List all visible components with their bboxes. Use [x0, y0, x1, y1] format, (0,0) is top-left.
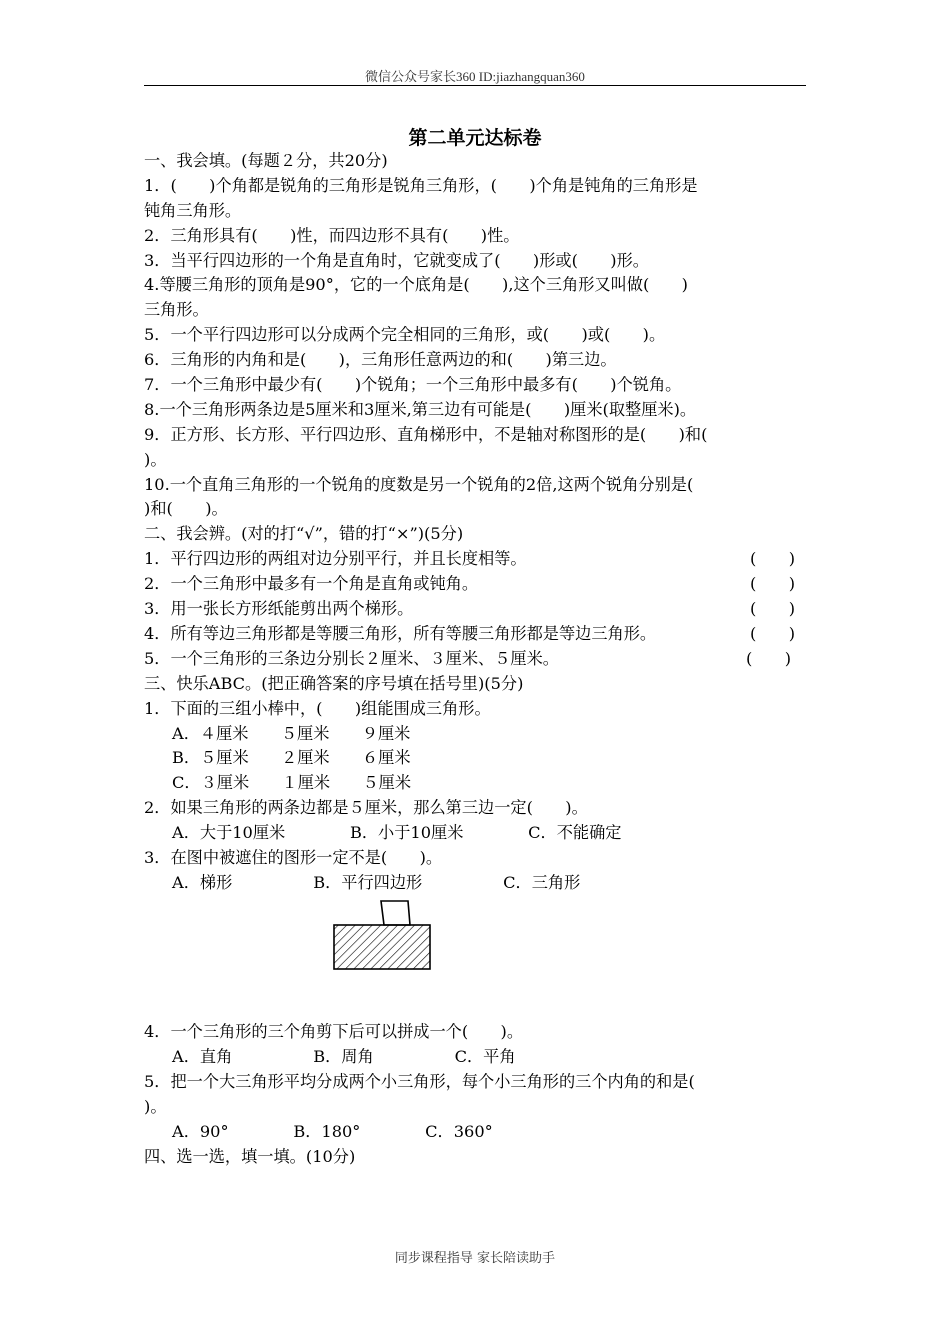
- s3-q3-options: A．梯形 B．平行四边形 C．三角形: [172, 873, 581, 892]
- s2-item-text: 1．平行四边形的两组对边分别平行，并且长度相等。: [144, 549, 527, 568]
- header-rule: [144, 85, 806, 86]
- s3-q1-option-a: A．４厘米 ５厘米 ９厘米: [172, 724, 411, 743]
- section3-heading: 三、快乐ABC。(把正确答案的序号填在括号里)(5分): [144, 674, 524, 693]
- s3-q4: 4．一个三角形的三个角剪下后可以拼成一个( )。: [144, 1022, 524, 1041]
- s1-line: )和( )。: [144, 499, 228, 518]
- s1-line: 2．三角形具有( )性，而四边形不具有( )性。: [144, 226, 520, 245]
- s2-item-text: 3．用一张长方形纸能剪出两个梯形。: [144, 599, 414, 618]
- s1-line: 10.一个直角三角形的一个锐角的度数是另一个锐角的2倍,这两个锐角分别是(: [144, 475, 694, 494]
- section2-heading: 二、我会辨。(对的打“√”，错的打“×”)(5分): [144, 524, 464, 543]
- s1-line: 7．一个三角形中最少有( )个锐角；一个三角形中最多有( )个锐角。: [144, 375, 682, 394]
- s2-item-paren: ( ): [750, 599, 796, 618]
- section4-heading: 四、选一选，填一填。(10分): [144, 1147, 356, 1166]
- hidden-shape-top: [381, 901, 410, 925]
- s1-line: 钝角三角形。: [144, 201, 242, 220]
- page-footer: 同步课程指导 家长陪读助手: [394, 1251, 556, 1266]
- s1-line: 三角形。: [144, 300, 209, 319]
- s3-q1: 1．下面的三组小棒中，( )组能围成三角形。: [144, 699, 491, 718]
- s2-item-paren: ( ): [746, 649, 792, 668]
- s1-line: )。: [144, 450, 167, 469]
- s1-line: 5．一个平行四边形可以分成两个完全相同的三角形，或( )或( )。: [144, 325, 666, 344]
- page-header: 微信公众号家长360 ID:jiazhangquan360: [365, 69, 585, 84]
- s2-item-text: 5．一个三角形的三条边分别长２厘米、３厘米、５厘米。: [144, 649, 559, 668]
- s3-q3: 3．在图中被遮住的图形一定不是( )。: [144, 848, 443, 867]
- s1-line: 9．正方形、长方形、平行四边形、直角梯形中，不是轴对称图形的是( )和(: [144, 425, 708, 444]
- s3-q2: 2．如果三角形的两条边都是５厘米，那么第三边一定( )。: [144, 798, 588, 817]
- s1-line: 4.等腰三角形的顶角是90°，它的一个底角是( ),这个三角形又叫做( ): [144, 275, 688, 294]
- s3-q5-cont: )。: [144, 1097, 167, 1116]
- s3-q5: 5．把一个大三角形平均分成两个小三角形，每个小三角形的三个内角的和是(: [144, 1072, 695, 1091]
- s3-q2-options: A．大于10厘米 B．小于10厘米 C．不能确定: [172, 823, 622, 842]
- s2-item-text: 2．一个三角形中最多有一个角是直角或钝角。: [144, 574, 479, 593]
- section1-heading: 一、我会填。(每题２分，共20分): [144, 151, 388, 170]
- s1-line: 8.一个三角形两条边是5厘米和3厘米,第三边有可能是( )厘米(取整厘米)。: [144, 400, 697, 419]
- s3-q4-options: A．直角 B．周角 C．平角: [172, 1047, 516, 1066]
- s1-line: 1．( )个角都是锐角的三角形是锐角三角形，( )个角是钝角的三角形是: [144, 176, 698, 195]
- s3-q5-options: A．90° B．180° C．360°: [172, 1122, 493, 1141]
- covered-shape-figure: [330, 899, 434, 973]
- s2-item-paren: ( ): [750, 624, 796, 643]
- s3-q1-option-c: C．３厘米 １厘米 ５厘米: [172, 773, 412, 792]
- s2-item-paren: ( ): [750, 549, 796, 568]
- s3-q1-option-b: B．５厘米 ２厘米 ６厘米: [172, 748, 411, 767]
- s2-item-paren: ( ): [750, 574, 796, 593]
- hatched-cover-rectangle: [334, 925, 430, 969]
- s1-line: 3．当平行四边形的一个角是直角时，它就变成了( )形或( )形。: [144, 251, 649, 270]
- s1-line: 6．三角形的内角和是( )，三角形任意两边的和( )第三边。: [144, 350, 617, 369]
- s2-item-text: 4．所有等边三角形都是等腰三角形，所有等腰三角形都是等边三角形。: [144, 624, 657, 643]
- page-title: 第二单元达标卷: [408, 127, 542, 149]
